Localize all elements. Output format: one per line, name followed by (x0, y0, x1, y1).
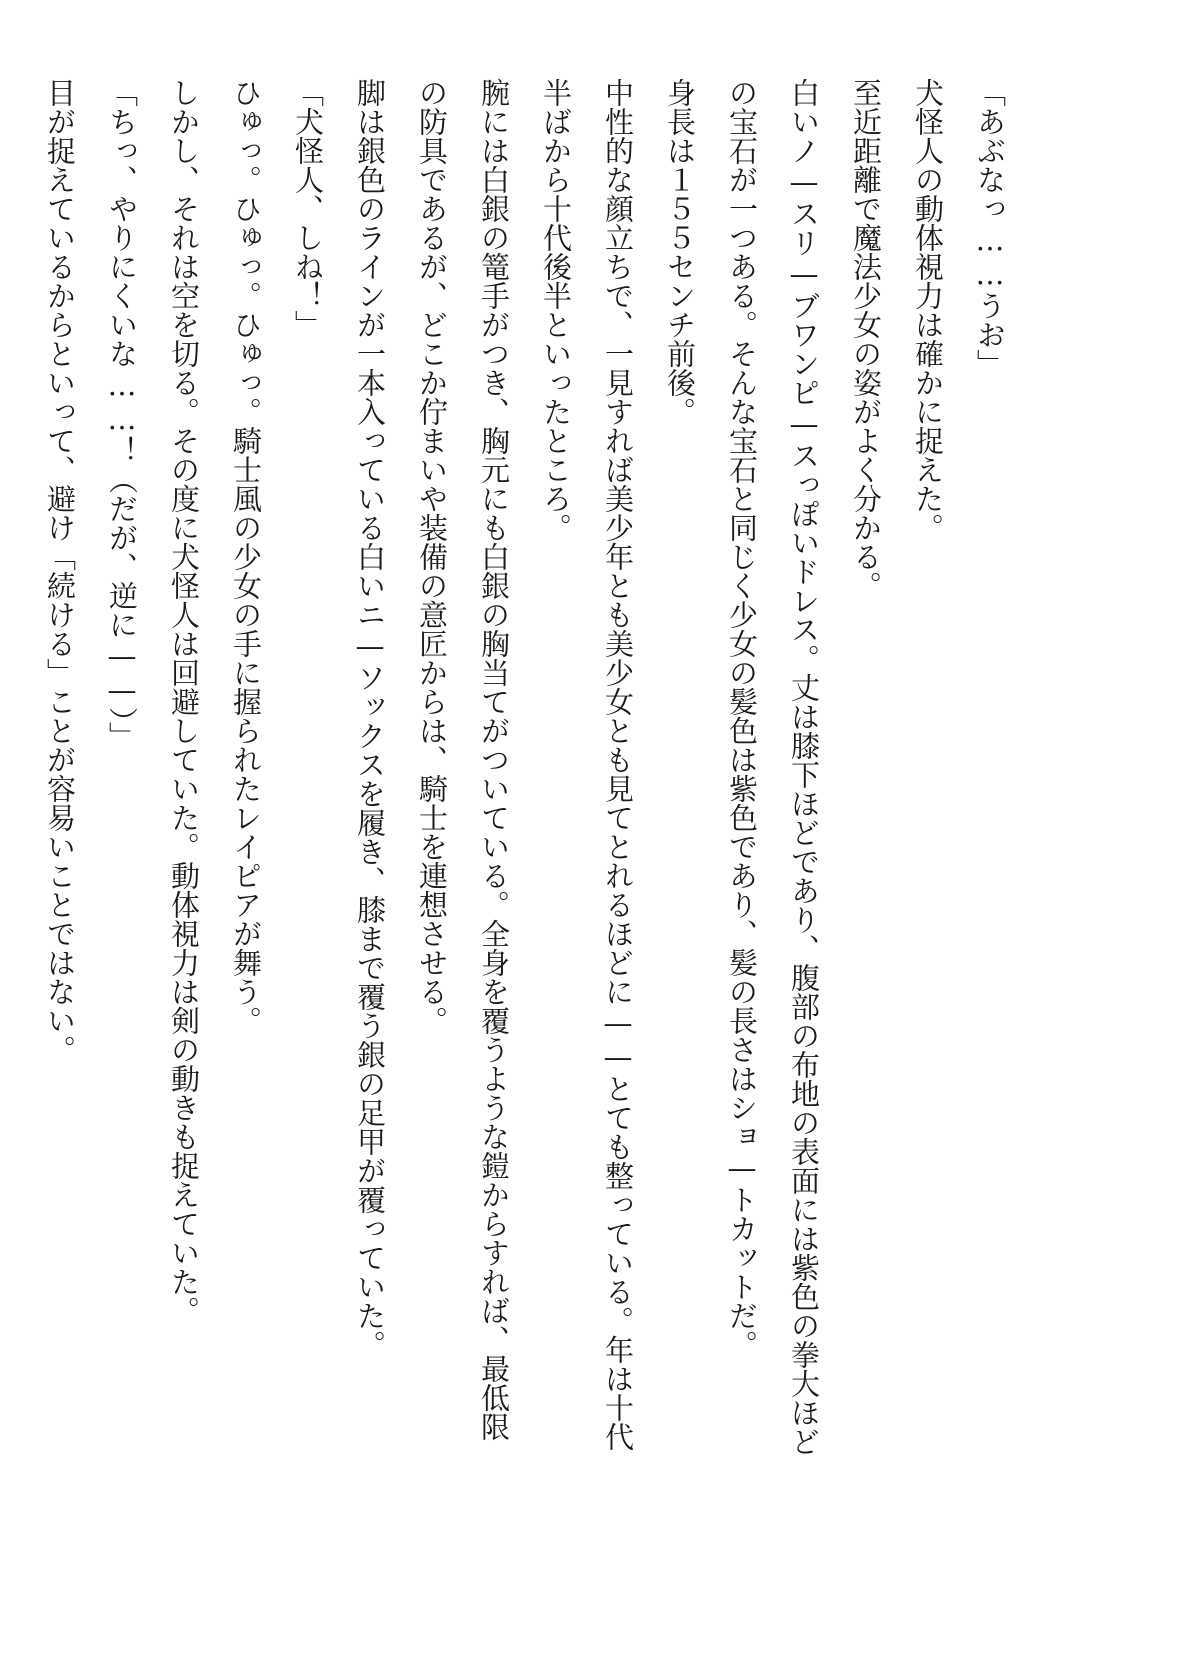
text-line: しかし、それは空を切る。その度に犬怪人は回避していた。動体視力は剣の動きも捉えていた。 (167, 78, 201, 1325)
text-line: 「犬怪人、しね！」 (291, 78, 325, 339)
text-line: 白いノ—スリ—ブワンピ—スっぽいドレス。丈は膝下ほどであり、腹部の布地の表面には紫色の拳大ほど (787, 78, 821, 1456)
text-line: の防具であるが、どこか佇まいや装備の意匠からは、騎士を連想させる。 (415, 78, 449, 1035)
text-line: 中性的な顔立ちで、一見すれば美少年とも美少女とも見てとれるほどに——とても整っている。年は十代 (601, 78, 635, 1451)
text-line: 「ちっ、やりにくいな……！（だが、逆に——）」 (105, 78, 139, 751)
vertical-text-body (29, 78, 1021, 1598)
text-line: 腕には白銀の篭手がつき、胸元にも白銀の胸当てがついている。全身を覆うような鎧からすれば、最低限 (477, 78, 511, 1441)
text-line: 身長は１５５センチ前後。 (663, 78, 697, 426)
text-line: 「あぶなっ……うお」 (973, 78, 1007, 378)
text-line: ひゅっ。ひゅっ。ひゅっ。騎士風の少女の手に握られたレイピアが舞う。 (229, 78, 263, 1035)
text-line: の宝石が一つある。そんな宝石と同じく少女の髪色は紫色であり、髪の長さはショ—トカットだ。 (725, 78, 759, 1359)
text-line: 犬怪人の動体視力は確かに捉えた。 (911, 78, 945, 542)
text-line: 目が捉えているからといって、避け「続ける」ことが容易いことではない。 (43, 78, 77, 1064)
text-line: 半ばから十代後半といったところ。 (539, 78, 573, 542)
text-line: 至近距離で魔法少女の姿がよく分かる。 (849, 78, 883, 600)
text-line: 脚は銀色のラインが一本入っている白いニ—ソックスを履き、膝まで覆う銀の足甲が覆っていた。 (353, 78, 387, 1359)
